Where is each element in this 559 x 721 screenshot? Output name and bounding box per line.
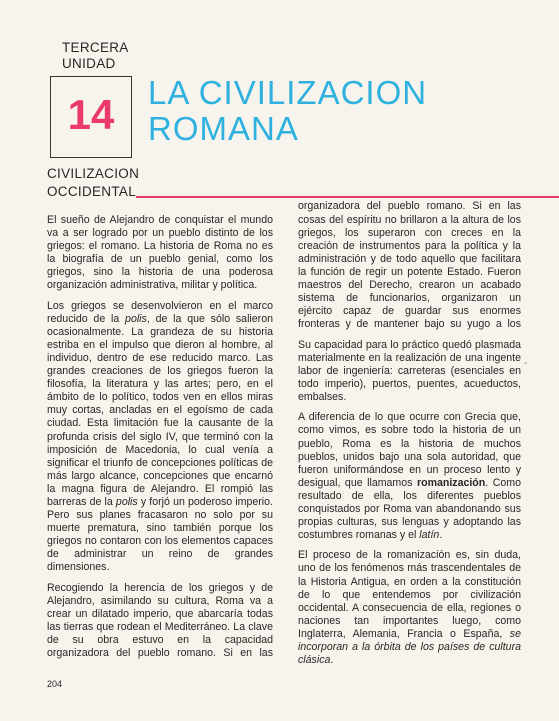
term-polis: polis — [125, 312, 147, 325]
paragraph-4: Su capacidad para lo práctico quedó plasmada materialmente en la realización de una ingente labor de ingeniería: carreteras (esenciales en todo imperio), puertos, puentes, acueductos, embalses. — [298, 338, 521, 404]
unit-label-line2: UNIDAD — [62, 56, 116, 71]
lesson-number-box — [50, 76, 132, 158]
paragraph-2: Los griegos se desenvolvieron en el marco reducido de la polis, de la que sólo salieron ocasionalmente. La grandeza de su historia estriba en el impulso que dieron al hombre, al individuo, dentro de ese reducido marco. Las grandes creaciones de los griegos fueron la filosofía, la literatura y las artes; pero, en el ámbito de lo político, todos ven en ellos miras muy cortas, ancladas en el egoísmo de cada ciudad. Esta limitación fue la causante de la profunda crisis del siglo IV, que terminó con la imposición de Macedonia, lo cual venía a significar el triunfo de concepciones políticas de más largo alcance, concepciones que encarnó la magna figura de Alejandro. El rompió las barreras de la polis y forjó un poderoso imperio. Pero sus planes fracasaron no solo por su muerte prematura, sino también porque los griegos no contaron con los elementos capaces de administrar un reino de grandes dimensiones. — [47, 299, 273, 574]
italic-conclusion: se incorporan a la órbita de los países de cultura clásica — [298, 627, 521, 667]
paragraph-5: A diferencia de lo que ocurre con Grecia que, como vimos, es sobre todo la historia de un pueblo, Roma es la historia de muchos pueblos, unidos bajo una sola autoridad, que fueron uniformándose en un proceso lento y desigual, que llamamos romanización. Como resultado de ella, los diferentes pueblos conquistados por Roma van abandonando sus propias culturas, sus lenguas y adoptando las costumbres romanas y el latín. — [298, 411, 521, 542]
unit-label-line1: TERCERA — [62, 40, 129, 55]
term-romanizacion: romanización — [416, 476, 486, 489]
term-polis: polis — [115, 495, 138, 508]
lesson-number: 14 — [67, 91, 115, 138]
chapter-title-line1: LA CIVILIZACION — [148, 74, 428, 111]
section-rule — [136, 196, 559, 198]
paragraph-3: Recogiendo la herencia de los griegos y de Alejandro, asimilando su cultura, Roma va a crear un dilatado imperio, que abarcaría todas las tierras que rodean el Mediterráneo. La clave de su obra estuvo en la capacidad organizadora del pueblo romano. Si en las — [47, 581, 273, 659]
margin-mark: - — [524, 358, 528, 369]
chapter-title-line2: ROMANA — [148, 110, 299, 147]
paragraph-1: El sueño de Alejandro de conquistar el mundo va a ser logrado por un pueblo distinto de los griegos: el romano. La historia de Roma no es la biografía de un pueblo genial, como los griegos, sino la historia de una poderosa organización administrativa, militar y política. — [47, 214, 273, 292]
paragraph-3-continued: organizadora del pueblo romano. Si en las cosas del espíritu no brillaron a la altura de los griegos, los superaron con creces en la creación de instrumentos para la política y la administración y de todo aquello que facilitara la función de regir un potente Estado. Fueron maestros del Derecho, crearon un acabado sistema de funcionarios, organizaron un ejército capaz de guardar sus enormes fronteras y de mantener bajo su yugo a los — [298, 200, 521, 331]
term-latin: latín — [419, 529, 440, 542]
text-column-right — [298, 200, 521, 674]
page-number: 204 — [47, 679, 63, 689]
text-column-left — [47, 214, 273, 668]
section-label-line2: OCCIDENTAL — [47, 184, 137, 199]
paragraph-6: El proceso de la romanización es, sin duda, uno de los fenómenos más trascendentales de la Historia Antigua, en orden a la constitución de lo que entendemos por civilización occidental. A consecuencia de ella, regiones o naciones tan importantes luego, como Inglaterra, Alemania, Francia o España, se incorporan a la órbita de los países de cultura clásica. — [298, 549, 521, 667]
section-label-line1: CIVILIZACION — [47, 166, 140, 181]
